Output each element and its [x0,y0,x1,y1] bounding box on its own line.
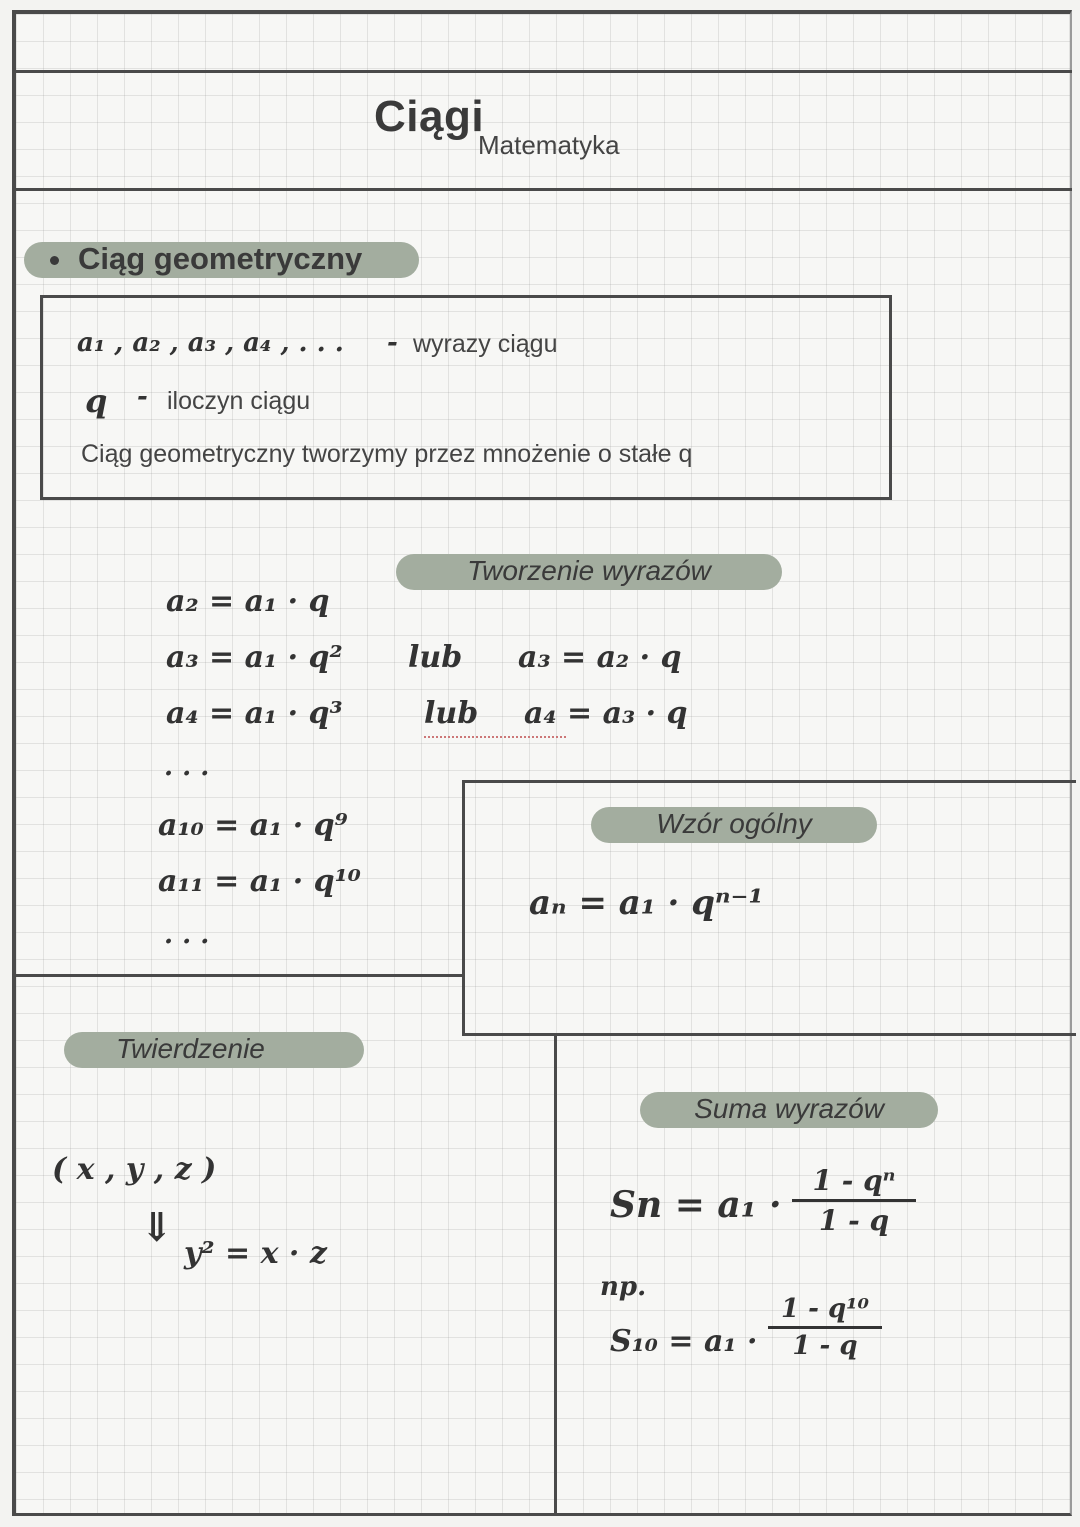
general-formula: aₙ = a₁ · qⁿ⁻¹ [529,883,764,923]
definition-box [40,295,892,500]
rule-text: Ciąg geometryczny tworzymy przez mnożenie o stałe q [81,440,693,468]
page-title: Ciągi [374,92,485,141]
alt-word-2: lub [424,696,479,731]
middle-divider [16,974,464,977]
example-label: np. [600,1272,647,1302]
formula-ellipsis-1: . . . [164,752,210,782]
example-fraction [768,1294,882,1361]
formula-line-a3: a₃ = a₁ · q² [166,640,343,675]
formula-line-a10: a₁₀ = a₁ · q⁹ [158,808,348,843]
header-top-line [16,70,1072,73]
sum-denominator: 1 - q [818,1204,890,1237]
bullet-icon [50,256,59,265]
example-denominator: 1 - q [792,1331,858,1361]
suma-heading: Suma wyrazów [640,1092,938,1128]
theorem-tuple: ( x , y , z ) [52,1152,217,1187]
alt-formula-a4: a₄ = a₃ · q [524,696,688,731]
example-lhs: S₁₀ = a₁ · [610,1324,758,1359]
alt-formula-a3: a₃ = a₂ · q [518,640,682,675]
dotted-underline [424,736,566,738]
page-subject: Matematyka [478,130,620,160]
bottom-vertical-divider [554,1036,557,1516]
example-fraction-bar [768,1326,882,1329]
sum-numerator: 1 - qⁿ [812,1164,896,1197]
example-numerator: 1 - q¹⁰ [781,1294,869,1324]
general-formula-box [462,780,1076,1036]
note-page [12,10,1072,1516]
q-dash: - [137,382,148,412]
twierdzenie-heading: Twierdzenie [64,1032,364,1068]
theorem-result: y² = x · z [184,1236,327,1271]
formula-line-a2: a₂ = a₁ · q [166,584,330,619]
implies-arrow-icon: ⇓ [140,1204,174,1251]
formula-line-a4: a₄ = a₁ · q³ [166,696,343,731]
tworzenie-heading: Tworzenie wyrazów [396,554,782,590]
sum-formula-fraction [792,1164,916,1237]
q-description: iloczyn ciągu [167,387,311,415]
terms-notation: a₁ , a₂ , a₃ , a₄ , . . . [77,328,344,358]
terms-dash: - [387,328,398,358]
wzor-heading: Wzór ogólny [591,807,877,843]
sum-formula-lhs: Sn = a₁ · [610,1184,782,1226]
terms-description: wyrazy ciągu [413,330,558,358]
header-bottom-line [16,188,1072,191]
section-heading-label: Ciąg geometryczny [78,241,363,276]
section-heading [24,242,419,278]
formula-line-a11: a₁₁ = a₁ · q¹⁰ [158,864,361,899]
fraction-bar [792,1199,916,1202]
formula-ellipsis-2: . . . [164,920,210,950]
alt-word-1: lub [408,640,463,675]
q-symbol: q [85,382,108,420]
